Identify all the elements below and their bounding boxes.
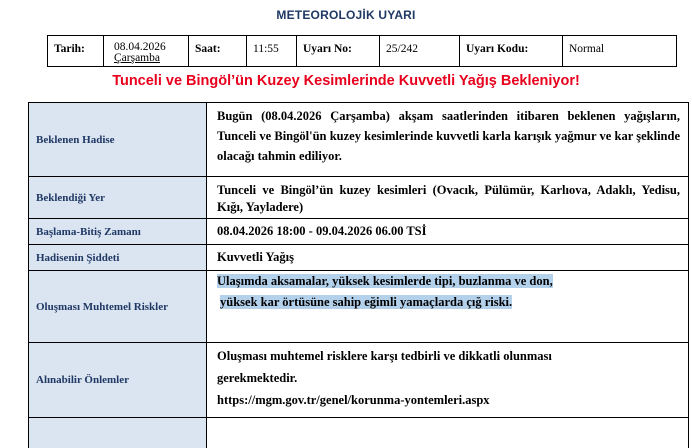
precautions-line-2: gerekmektedir. bbox=[217, 371, 298, 385]
row-value-risks bbox=[207, 271, 688, 342]
risks-line-1[interactable]: Ulaşımda aksamalar, yüksek kesimlerde tipi, buzlanma ve don, bbox=[217, 274, 553, 288]
date-value: 08.04.2026 bbox=[114, 41, 166, 53]
time-label: Saat: bbox=[189, 36, 247, 66]
row-value-location: Tunceli ve Bingöl’ün kuzey kesimleri (Ovacık, Pülümür, Karlıova, Adaklı, Yedisu, Kığı, Yayladere) bbox=[217, 183, 680, 214]
table-row bbox=[29, 418, 688, 448]
row-label-start-end-time: Başlama-Bitiş Zamanı bbox=[29, 219, 207, 244]
table-row bbox=[29, 271, 688, 343]
warning-code-value: Normal bbox=[569, 43, 605, 55]
table-row bbox=[29, 343, 688, 418]
table-row bbox=[29, 177, 688, 219]
date-label: Tarih: bbox=[48, 36, 104, 66]
row-value-empty bbox=[207, 418, 688, 448]
row-label-empty bbox=[29, 418, 207, 448]
time-value: 11:55 bbox=[247, 36, 297, 66]
warning-number-value: 25/242 bbox=[380, 36, 460, 66]
table-row bbox=[29, 245, 688, 271]
warning-number-label: Uyarı No: bbox=[297, 36, 380, 66]
row-value-expected-event: Bugün (08.04.2026 Çarşamba) akşam saatlerinden itibaren beklenen yağışların, Tunceli ve Bingöl'ün kuzey kesimlerinde kuvvetli karla karışık yağmur ve kar şeklinde olacağı tahmin ediliyor. bbox=[217, 109, 680, 163]
risks-line-2[interactable]: yüksek kar örtüsüne sahip eğimli yamaçlarda çığ riski. bbox=[220, 295, 513, 309]
row-value-start-end-time: 08.04.2026 18:00 - 09.04.2026 06.00 TSİ bbox=[217, 224, 427, 238]
date-cell bbox=[104, 36, 189, 66]
precautions-link[interactable]: https://mgm.gov.tr/genel/korunma-yontemleri.aspx bbox=[217, 393, 490, 407]
row-label-precautions: Alınabilir Önlemler bbox=[29, 343, 207, 417]
table-row bbox=[29, 103, 688, 177]
row-label-expected-event: Beklenen Hadise bbox=[29, 103, 207, 176]
row-value-precautions bbox=[207, 343, 688, 417]
warning-code-label: Uyarı Kodu: bbox=[460, 36, 563, 66]
table-row bbox=[29, 219, 688, 245]
precautions-line-1: Oluşması muhtemel risklere karşı tedbirli ve dikkatli olunması bbox=[217, 349, 552, 363]
warning-headline: Tunceli ve Bingöl’ün Kuzey Kesimlerinde Kuvvetli Yağış Bekleniyor! bbox=[112, 73, 580, 89]
row-label-risks: Oluşması Muhtemel Riskler bbox=[29, 271, 207, 342]
document-title: METEOROLOJİK UYARI bbox=[276, 8, 416, 22]
day-value: Çarşamba bbox=[114, 52, 160, 64]
warning-meta-table bbox=[47, 35, 677, 67]
row-label-severity: Hadisenin Şiddeti bbox=[29, 245, 207, 270]
warning-details-table bbox=[28, 102, 689, 448]
row-value-severity: Kuvvetli Yağış bbox=[217, 250, 294, 264]
row-label-location: Beklendiği Yer bbox=[29, 177, 207, 218]
